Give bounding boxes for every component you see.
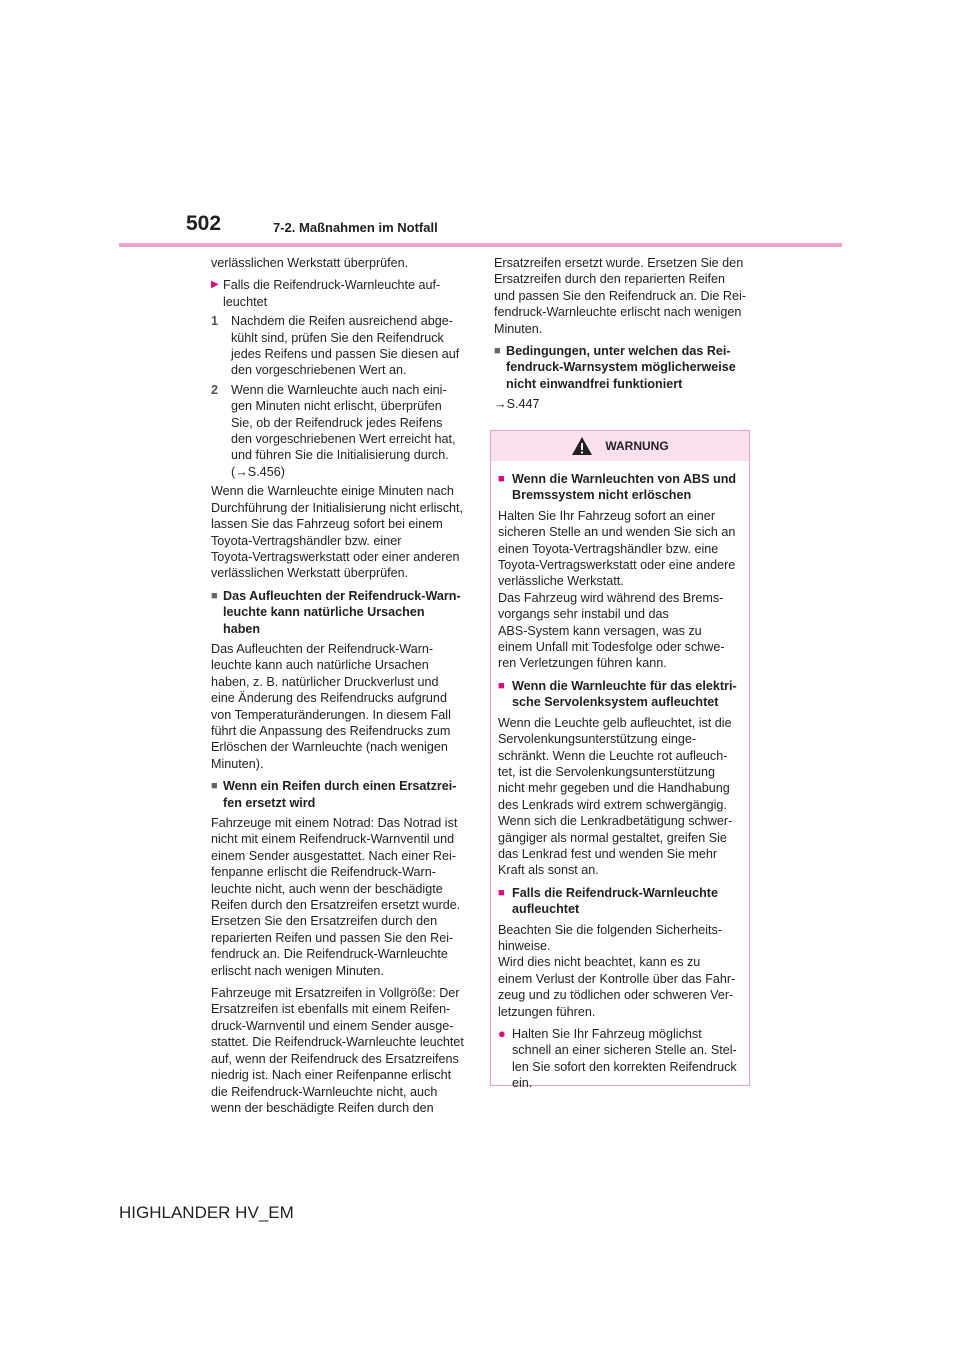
step-text: Wenn die Warnleuchte auch nach eini- gen Minuten nicht erlischt, überprüfen Sie, ob der Reifendruck jedes Reifens den vorgeschriebenen Wert erreicht hat, und führen Sie die Initialisierung durch. (→S.456) xyxy=(231,382,456,479)
warning-item-title: Wenn die Warnleuchte für das elektri- sche Servolenksystem aufleuchtet xyxy=(512,678,737,710)
square-bullet-icon: ■ xyxy=(494,345,501,358)
left-column xyxy=(211,255,467,1122)
warning-item-text: Halten Sie Ihr Fahrzeug sofort an einer sicheren Stelle an und wenden Sie sich an einen Toyota-Vertragshändler bzw. eine Toyota-Vertragswerkstatt oder eine andere verlässliche Werkstatt. Das Fahrzeug wird während des Brems- vorgangs sehr instabil und das ABS-System kann versagen, was zu einem Unfall mit Todesfolge oder schwe- ren Verletzungen führen kann. xyxy=(498,508,736,671)
warning-triangle-icon xyxy=(571,436,593,456)
sub-bullet xyxy=(211,277,467,310)
header-rule xyxy=(119,243,842,247)
section-heading xyxy=(211,778,467,811)
warning-item-title: Falls die Reifendruck-Warnleuchte aufleuchtet xyxy=(512,885,718,917)
sub-bullet-text: Falls die Reifendruck-Warnleuchte auf- leuchtet xyxy=(223,278,441,309)
step-number: 2 xyxy=(211,382,219,397)
section-heading xyxy=(211,588,467,637)
section-heading-text: Bedingungen, unter welchen das Rei- fendruck-Warnsystem möglicherweise nicht einwandfrei funktioniert xyxy=(506,344,736,391)
section-heading-text: Wenn ein Reifen durch einen Ersatzrei- fen ersetzt wird xyxy=(223,779,457,810)
warning-item-text: Beachten Sie die folgenden Sicherheits- hinweise. Wird dies nicht beachtet, kann es zu einem Verlust der Kontrolle über das Fahr- zeug und zu tödlichen oder schweren Ver- letzungen führen. xyxy=(498,922,736,1019)
paragraph: Ersatzreifen ersetzt wurde. Ersetzen Sie den Ersatzreifen durch den reparierten Reifen und passen Sie den Reifendruck an. Die Rei- fendruck-Warnleuchte erlischt nach wenigen Minuten. xyxy=(494,256,747,336)
footer-model-name: HIGHLANDER HV_EM xyxy=(119,1203,294,1222)
chapter-title: 7-2. Maßnahmen im Notfall xyxy=(273,220,438,235)
warning-item-heading xyxy=(498,885,742,918)
paragraph: Wenn die Warnleuchte einige Minuten nach Durchführung der Initialisierung nicht erlischt, lassen Sie das Fahrzeug sofort bei einem Toyota-Vertragshändler bzw. einer Toyota-Vertragswerkstatt oder einer anderen verlässlichen Werkstatt überprüfen. xyxy=(211,484,463,581)
warning-dot-item xyxy=(498,1026,742,1092)
step-item xyxy=(211,313,467,379)
warning-item-heading xyxy=(498,471,742,504)
right-column xyxy=(494,255,750,423)
step-text: Nachdem die Reifen ausreichend abge- kühlt sind, prüfen Sie den Reifendruck jedes Reifens und passen Sie diesen auf den vorgeschriebenen Wert an. xyxy=(231,314,460,378)
warning-dot-text: Halten Sie Ihr Fahrzeug möglichst schnell an einer sicheren Stelle an. Stel- len Sie sofort den korrekten Reifendruck ein. xyxy=(512,1027,737,1091)
warning-item-heading xyxy=(498,678,742,711)
paragraph: Fahrzeuge mit Ersatzreifen in Vollgröße: Der Ersatzreifen ist ebenfalls mit einem Reifen- druck-Warnventil und einem Sender ausge- stattet. Die Reifendruck-Warnleuchte leuchtet auf, wenn der Reifendruck des Ersatzreifens niedrig ist. Nach einer Reifenpanne erlischt die Reifendruck-Warnleuchte nicht, auch wenn der beschädigte Reifen durch den xyxy=(211,986,464,1115)
warning-label: WARNUNG xyxy=(605,439,669,453)
step-number: 1 xyxy=(211,314,219,329)
square-bullet-icon: ■ xyxy=(498,679,505,692)
warning-box xyxy=(490,430,750,1091)
paragraph: Fahrzeuge mit einem Notrad: Das Notrad ist nicht mit einem Reifendruck-Warnventil und einem Sender ausgestattet. Nach einer Rei- fenpanne erlischt die Reifendruck-Warn- leuchte nicht, auch wenn der beschädigte Reifen durch den Ersatzreifen ersetzt wurde. Ersetzen Sie den Ersatzreifen durch den reparierten Reifen und passen Sie den Rei- fendruck an. Die Reifendruck-Warnleuchte erlischt nach wenigen Minuten. xyxy=(211,816,461,978)
square-bullet-icon: ■ xyxy=(211,589,218,602)
section-heading-text: Das Aufleuchten der Reifendruck-Warn- leuchte kann natürliche Ursachen haben xyxy=(223,588,461,636)
warning-item-title: Wenn die Warnleuchten von ABS und Bremssystem nicht erlöschen xyxy=(512,472,737,503)
section-heading xyxy=(494,343,750,392)
warning-item-text: Wenn die Leuchte gelb aufleuchtet, ist die Servolenkungsunterstützung einge- schränkt. Wenn die Leuchte rot aufleuch- tet, ist die Servolenkungsunterstützung nicht mehr gegeben und die Handhabung des Lenkrads wird extrem schwergängig. Wenn sich die Lenkradbetätigung schwer- gängiger als normal gestaltet, greifen Sie das Lenkrad fest und wenden Sie mehr Kraft als sonst an. xyxy=(498,715,733,878)
step-item xyxy=(211,382,467,480)
square-bullet-icon: ■ xyxy=(498,886,505,899)
page-reference: →S.447 xyxy=(494,397,540,412)
square-bullet-icon: ■ xyxy=(211,780,218,793)
warning-body xyxy=(491,461,749,1092)
square-bullet-icon: ■ xyxy=(498,473,505,485)
page-number: 502 xyxy=(186,212,222,235)
intro-text: verlässlichen Werkstatt überprüfen. xyxy=(211,256,409,270)
circle-bullet-icon: ● xyxy=(498,1026,506,1041)
triangle-bullet-icon: ▶ xyxy=(211,279,219,291)
paragraph: Das Aufleuchten der Reifendruck-Warn- leuchte kann auch natürliche Ursachen haben, z. B. natürlicher Druckverlust und eine Änderung des Reifendrucks aufgrund von Temperaturänderungen. In diesem Fall führt die Anpassung des Reifendrucks zum Erlöschen der Warnleuchte (nach wenigen Minuten). xyxy=(211,641,451,771)
warning-header xyxy=(491,431,749,461)
